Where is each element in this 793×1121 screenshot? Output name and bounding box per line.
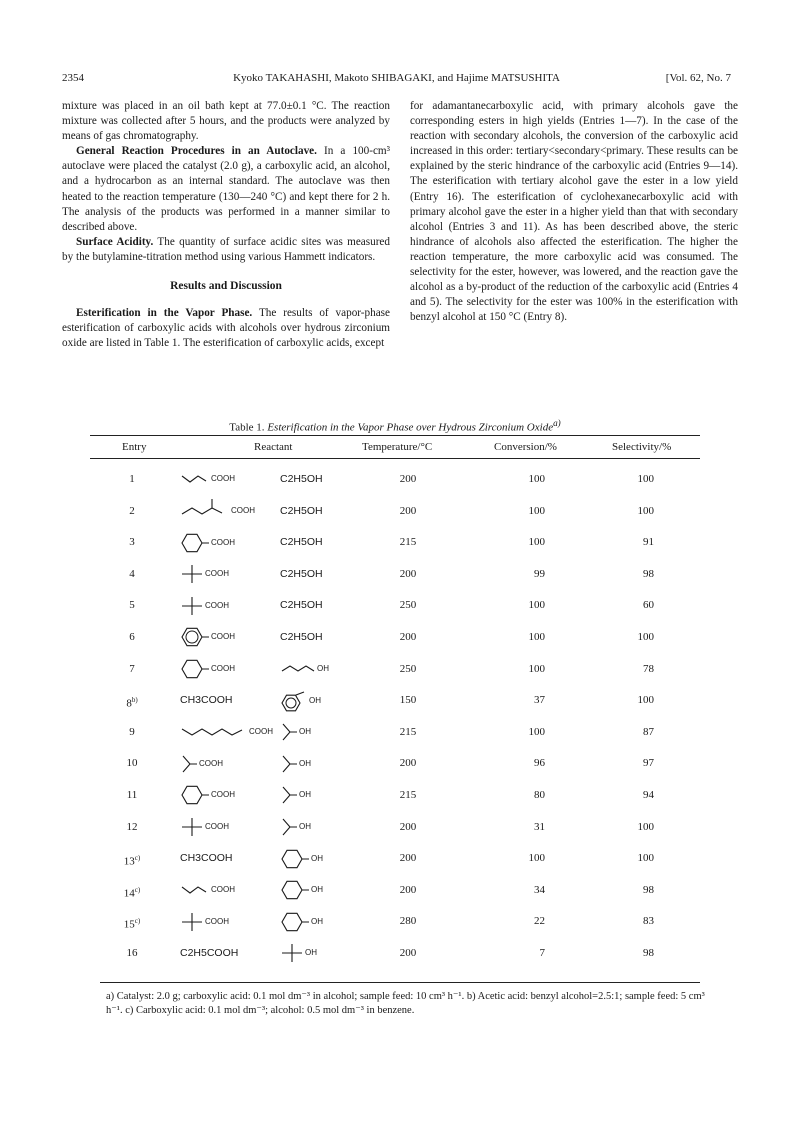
entry-cell [90, 560, 174, 588]
header-conversion: Conversion/% [494, 441, 557, 453]
temperature-cell: 200 [399, 947, 417, 959]
table-row [90, 781, 700, 809]
entry-cell [90, 718, 174, 746]
left-column [62, 99, 390, 351]
carboxylic-acid-group-label: COOH [199, 758, 223, 768]
alcohol-structure [280, 876, 323, 904]
entry-footnote-marker: b) [131, 696, 138, 705]
carboxylic-acid-structure [180, 718, 273, 746]
conversion-cell: 31 [534, 820, 545, 833]
entry-cell [90, 844, 174, 872]
selectivity-cell: 100 [637, 694, 654, 707]
temperature-cell: 215 [399, 725, 417, 738]
conversion-cell: 100 [528, 473, 545, 485]
entry-number: 11 [126, 789, 138, 801]
table-row [90, 528, 700, 556]
alcohol-formula: C2H5OH [280, 473, 323, 485]
acid-cell [180, 749, 280, 777]
entry-footnote-marker: c) [134, 854, 141, 863]
alcohol-cell [280, 876, 360, 904]
entry-cell [90, 939, 174, 967]
alcohol-cell [280, 844, 360, 872]
entry-cell [90, 781, 174, 809]
table-bottom-rule [100, 982, 700, 983]
carboxylic-acid-group-label: COOH [205, 916, 229, 926]
selectivity-cell: 98 [643, 947, 654, 959]
selectivity-cell: 100 [637, 473, 654, 485]
acid-cell [180, 844, 280, 872]
alcohol-skeleton-drawing [280, 846, 310, 872]
selectivity-cell: 83 [643, 915, 654, 928]
carboxylic-acid-group-label: COOH [211, 474, 235, 484]
temperature-cell: 200 [399, 504, 417, 517]
conversion-cell: 100 [528, 725, 545, 738]
entry-number: 15 [123, 919, 135, 932]
alcohol-structure [280, 908, 323, 936]
entry-number: 7 [129, 662, 135, 675]
alcohol-cell [280, 623, 360, 651]
table-top-rule [90, 435, 700, 436]
alcohol-cell [280, 655, 360, 683]
alcohol-cell [280, 497, 360, 525]
entry-footnote-marker: c) [134, 885, 141, 894]
entry-cell [90, 907, 174, 935]
alcohol-bond-lines [282, 666, 314, 671]
alcohol-bond-lines [282, 850, 309, 867]
carboxylic-acid-skeleton-drawing [180, 814, 204, 840]
carboxylic-acid-structure [180, 465, 235, 493]
alcohol-cell [280, 781, 360, 809]
alcohol-bond-lines [282, 944, 302, 962]
table-row [90, 939, 700, 967]
page-number: 2354 [62, 72, 84, 84]
temperature-cell: 250 [399, 599, 417, 612]
alcohol-group-label: OH [299, 790, 311, 800]
table-row [90, 844, 700, 872]
carboxylic-acid-bond-lines [182, 660, 209, 677]
carboxylic-acid-structure [180, 908, 229, 936]
carboxylic-acid-skeleton-drawing [180, 561, 204, 587]
table-header-rule [90, 458, 700, 459]
alcohol-formula: C2H5OH [280, 631, 323, 643]
conversion-cell: 100 [528, 852, 545, 865]
carboxylic-acid-group-label: COOH [211, 885, 235, 895]
entry-number: 16 [126, 947, 138, 959]
acid-cell [180, 939, 280, 967]
selectivity-cell: 97 [643, 757, 654, 770]
carboxylic-acid-group-label: COOH [249, 727, 273, 737]
alcohol-structure [280, 939, 317, 967]
carboxylic-acid-skeleton-drawing [180, 593, 204, 619]
acid-cell [180, 528, 280, 556]
carboxylic-acid-skeleton-drawing [180, 719, 248, 745]
paragraph: for adamantanecarboxylic acid, with primary alcohols gave the corresponding esters in high yields (Entries 1—7). In the case of the reaction with secondary alcohols, the conversion of the carboxylic acid increased in this order: tertiary<secondary<primary. These results can be explained by the steric hindrance of the carboxylic acid (Entries 9—14). The esterification with tertiary alcohol gave the ester in a low yield (Entry 16). The esterification of cyclohexanecarboxylic acid with primary alcohol gave the ester in a higher yield than that with secondary alcohol (Entries 3 and 11). As has been described above, the steric hindrance of alcohols also affected the esterification. The higher the reaction temperature, the more carboxylic acid was consumed. The selectivity for the ester, however, was lowered, and the reaction gave the alcohol as a by-product of the reduction of the carboxylic acid (Entries 4 and 5). The selectivity for the ester was 100% in the esterification with benzyl alcohol at 150 °C (Entry 8). [410, 100, 738, 324]
carboxylic-acid-structure [180, 876, 235, 904]
carboxylic-acid-skeleton-drawing [180, 466, 210, 492]
alcohol-formula: C2H5OH [280, 567, 323, 580]
conversion-cell: 100 [528, 536, 545, 549]
alcohol-structure [280, 813, 311, 841]
carboxylic-acid-bond-lines [182, 476, 206, 482]
carboxylic-acid-structure [180, 750, 223, 778]
alcohol-group-label: OH [311, 916, 323, 926]
selectivity-cell: 87 [643, 725, 654, 738]
header-temperature: Temperature/°C [362, 441, 433, 453]
carboxylic-acid-formula: CH3COOH [180, 852, 233, 865]
entry-number: 8 [126, 697, 132, 710]
section-title: Results and Discussion [170, 280, 282, 293]
entry-number: 14 [123, 887, 135, 900]
temperature-cell: 215 [399, 536, 417, 549]
entry-number: 1 [129, 473, 135, 485]
header-selectivity: Selectivity/% [612, 441, 672, 453]
footnote-marker: a) [553, 418, 561, 428]
entry-cell [90, 591, 174, 619]
acid-cell [180, 907, 280, 935]
temperature-cell: 250 [399, 662, 417, 675]
conversion-cell: 34 [534, 883, 545, 896]
temperature-cell: 215 [399, 789, 417, 801]
selectivity-cell: 98 [643, 567, 654, 580]
alcohol-aromatic-ring [286, 698, 296, 708]
alcohol-bond-lines [283, 819, 297, 835]
table-row [90, 655, 700, 683]
table-row [90, 718, 700, 746]
carboxylic-acid-bond-lines [182, 565, 202, 583]
table-row [90, 749, 700, 777]
carboxylic-acid-bond-lines [183, 756, 197, 772]
entry-number: 6 [129, 631, 135, 643]
alcohol-group-label: OH [309, 695, 321, 705]
alcohol-skeleton-drawing [280, 782, 298, 808]
header-volume: [Vol. 62, No. 7 [665, 72, 731, 84]
alcohol-formula: C2H5OH [280, 536, 323, 549]
paragraph [62, 144, 390, 235]
carboxylic-acid-structure [180, 592, 229, 620]
alcohol-cell [280, 591, 360, 619]
carboxylic-acid-structure [180, 497, 255, 525]
carboxylic-acid-bond-lines [182, 887, 206, 893]
table-row [90, 686, 700, 714]
table-label: Table 1. [229, 421, 265, 434]
entry-cell [90, 686, 174, 714]
entry-cell [90, 655, 174, 683]
alcohol-group-label: OH [299, 758, 311, 768]
alcohol-cell [280, 686, 360, 714]
table-title: Esterification in the Vapor Phase over Hydrous Zirconium Oxide [267, 421, 554, 434]
carboxylic-acid-structure [180, 560, 229, 588]
conversion-cell: 37 [534, 694, 545, 707]
temperature-cell: 200 [399, 883, 417, 896]
selectivity-cell: 100 [637, 504, 654, 517]
conversion-cell: 80 [534, 789, 545, 801]
acid-cell [180, 876, 280, 904]
entry-number: 10 [126, 757, 138, 770]
carboxylic-acid-formula: CH3COOH [180, 694, 233, 707]
entry-number: 12 [126, 820, 138, 833]
selectivity-cell: 100 [637, 852, 654, 865]
alcohol-skeleton-drawing [280, 877, 310, 903]
paragraph: mixture was placed in an oil bath kept at 77.0±0.1 °C. The reaction mixture was collected after 5 hours, and the products were analyzed by means of gas chromatography. [62, 100, 390, 143]
selectivity-cell: 78 [643, 662, 654, 675]
alcohol-bond-lines [282, 882, 309, 899]
acid-cell [180, 686, 280, 714]
carboxylic-acid-skeleton-drawing [180, 624, 210, 650]
paragraph [62, 235, 390, 265]
alcohol-structure [280, 781, 311, 809]
conversion-cell: 100 [528, 504, 545, 517]
acid-cell [180, 655, 280, 683]
header-authors: Kyoko TAKAHASHI, Makoto SHIBAGAKI, and Hajime MATSUSHITA [233, 72, 560, 84]
alcohol-structure [280, 845, 323, 873]
alcohol-cell [280, 907, 360, 935]
carboxylic-acid-formula: C2H5COOH [180, 947, 239, 959]
table-header [90, 441, 700, 457]
alcohol-formula: C2H5OH [280, 504, 323, 517]
alcohol-structure [280, 750, 311, 778]
carboxylic-acid-structure [180, 781, 235, 809]
entry-cell [90, 623, 174, 651]
alcohol-skeleton-drawing [280, 656, 316, 682]
paragraph-body: In a 100-cm³ autoclave were placed the catalyst (2.0 g), a carboxylic acid, an alcohol, and a hydrocarbon as an internal standard. The autoclave was then heated to the reaction temperature (130—240 °C) and kept there for 2 h. The analysis of the products was performed in a manner similar to described above. [62, 145, 390, 233]
acid-cell [180, 497, 280, 525]
entry-cell [90, 528, 174, 556]
acid-cell [180, 718, 280, 746]
alcohol-bond-lines [283, 787, 297, 803]
temperature-cell: 200 [399, 631, 417, 643]
alcohol-skeleton-drawing [280, 940, 304, 966]
acid-cell [180, 813, 280, 841]
carboxylic-acid-bond-lines [182, 787, 209, 804]
table-row [90, 497, 700, 525]
acid-cell [180, 560, 280, 588]
entry-number: 4 [129, 567, 135, 580]
alcohol-skeleton-drawing [280, 688, 308, 714]
alcohol-structure [280, 687, 321, 715]
selectivity-cell: 100 [637, 820, 654, 833]
carboxylic-acid-structure [180, 623, 235, 651]
selectivity-cell: 91 [643, 536, 654, 549]
carboxylic-acid-skeleton-drawing [180, 656, 210, 682]
temperature-cell: 200 [399, 473, 417, 485]
carboxylic-acid-group-label: COOH [205, 569, 229, 579]
paragraph-body: The results of vapor-phase esterification of carboxylic acids with alcohols over hydrous zirconium oxide are listed in Table 1. The esterification of carboxylic acids, except [62, 307, 390, 350]
carboxylic-acid-bond-lines [182, 499, 222, 514]
carboxylic-acid-skeleton-drawing [180, 782, 210, 808]
table-row [90, 623, 700, 651]
carboxylic-acid-skeleton-drawing [180, 751, 198, 777]
selectivity-cell: 94 [643, 789, 654, 801]
alcohol-skeleton-drawing [280, 719, 298, 745]
alcohol-bond-lines [283, 724, 297, 740]
carboxylic-acid-group-label: COOH [231, 506, 255, 516]
temperature-cell: 150 [399, 694, 417, 707]
alcohol-group-label: OH [317, 664, 329, 674]
alcohol-structure [280, 718, 311, 746]
carboxylic-acid-structure [180, 655, 235, 683]
selectivity-cell: 100 [637, 631, 654, 643]
temperature-cell: 200 [399, 757, 417, 770]
run-in-heading: General Reaction Procedures in an Autoclave. [76, 145, 317, 158]
temperature-cell: 280 [399, 915, 417, 928]
alcohol-group-label: OH [299, 822, 311, 832]
entry-cell [90, 465, 174, 493]
alcohol-cell [280, 749, 360, 777]
conversion-cell: 100 [528, 631, 545, 643]
alcohol-group-label: OH [311, 853, 323, 863]
acid-cell [180, 591, 280, 619]
conversion-cell: 99 [534, 567, 545, 580]
header-reactant: Reactant [254, 441, 293, 453]
acid-cell [180, 781, 280, 809]
running-header [62, 72, 731, 90]
table-row [90, 876, 700, 904]
carboxylic-acid-group-label: COOH [211, 632, 235, 642]
selectivity-cell: 98 [643, 883, 654, 896]
alcohol-cell [280, 465, 360, 493]
entry-cell [90, 813, 174, 841]
conversion-cell: 100 [528, 662, 545, 675]
carboxylic-acid-skeleton-drawing [180, 530, 210, 556]
entry-number: 2 [129, 504, 135, 517]
alcohol-cell [280, 560, 360, 588]
entry-number: 9 [129, 725, 135, 738]
carboxylic-acid-group-label: COOH [211, 664, 235, 674]
alcohol-group-label: OH [311, 885, 323, 895]
carboxylic-acid-structure [180, 813, 229, 841]
carboxylic-acid-bond-lines [182, 534, 209, 551]
table-footnotes: a) Catalyst: 2.0 g; carboxylic acid: 0.1 mol dm⁻³ in alcohol; sample feed: 10 cm³ h⁻¹. b) Acetic acid: benzyl alcohol=2.5:1; sample feed: 5 cm³ h⁻¹. c) Carboxylic acid: 0.1 mol dm⁻³; alcohol: 0.5 mol dm⁻³ in benzene. [106, 991, 705, 1016]
carboxylic-acid-bond-lines [182, 913, 202, 931]
carboxylic-acid-group-label: COOH [211, 537, 235, 547]
selectivity-cell: 60 [643, 599, 654, 612]
alcohol-cell [280, 939, 360, 967]
table-row [90, 813, 700, 841]
table-caption [90, 418, 700, 434]
temperature-cell: 200 [399, 820, 417, 833]
temperature-cell: 200 [399, 852, 417, 865]
table-row [90, 560, 700, 588]
conversion-cell: 7 [539, 947, 545, 959]
carboxylic-acid-skeleton-drawing [180, 909, 204, 935]
alcohol-skeleton-drawing [280, 909, 310, 935]
alcohol-skeleton-drawing [280, 814, 298, 840]
alcohol-formula: C2H5OH [280, 599, 323, 612]
run-in-heading: Esterification in the Vapor Phase. [76, 307, 253, 320]
entry-number: 13 [123, 855, 135, 868]
carboxylic-acid-bond-lines [182, 597, 202, 615]
entry-cell [90, 749, 174, 777]
conversion-cell: 22 [534, 915, 545, 928]
run-in-heading: Surface Acidity. [76, 235, 154, 248]
alcohol-bond-lines [282, 913, 309, 930]
table-row [90, 465, 700, 493]
carboxylic-acid-bond-lines [182, 729, 242, 735]
acid-cell [180, 623, 280, 651]
carboxylic-acid-group-label: COOH [205, 822, 229, 832]
header-entry: Entry [122, 441, 147, 453]
paragraph [62, 306, 390, 351]
carboxylic-acid-skeleton-drawing [180, 498, 230, 524]
carboxylic-acid-structure [180, 529, 235, 557]
carboxylic-acid-skeleton-drawing [180, 877, 210, 903]
entry-footnote-marker: c) [134, 917, 141, 926]
table-row [90, 907, 700, 935]
carboxylic-acid-aromatic-ring [186, 631, 198, 643]
alcohol-cell [280, 718, 360, 746]
alcohol-bond-lines [283, 756, 297, 772]
conversion-cell: 100 [528, 599, 545, 612]
alcohol-group-label: OH [299, 727, 311, 737]
conversion-cell: 96 [534, 757, 545, 770]
carboxylic-acid-group-label: COOH [211, 790, 235, 800]
alcohol-cell [280, 528, 360, 556]
acid-cell [180, 465, 280, 493]
entry-cell [90, 876, 174, 904]
temperature-cell: 200 [399, 567, 417, 580]
alcohol-structure [280, 655, 329, 683]
carboxylic-acid-group-label: COOH [205, 600, 229, 610]
entry-number: 3 [129, 536, 135, 549]
alcohol-group-label: OH [305, 948, 317, 958]
alcohol-skeleton-drawing [280, 751, 298, 777]
paragraph-body: The quantity of surface acidic sites was measured by the butylamine-titration method using various Hammett indicators. [62, 235, 390, 263]
carboxylic-acid-bond-lines [182, 818, 202, 836]
entry-cell [90, 497, 174, 525]
table-row [90, 591, 700, 619]
alcohol-cell [280, 813, 360, 841]
right-column [410, 99, 738, 325]
entry-number: 5 [129, 599, 135, 612]
